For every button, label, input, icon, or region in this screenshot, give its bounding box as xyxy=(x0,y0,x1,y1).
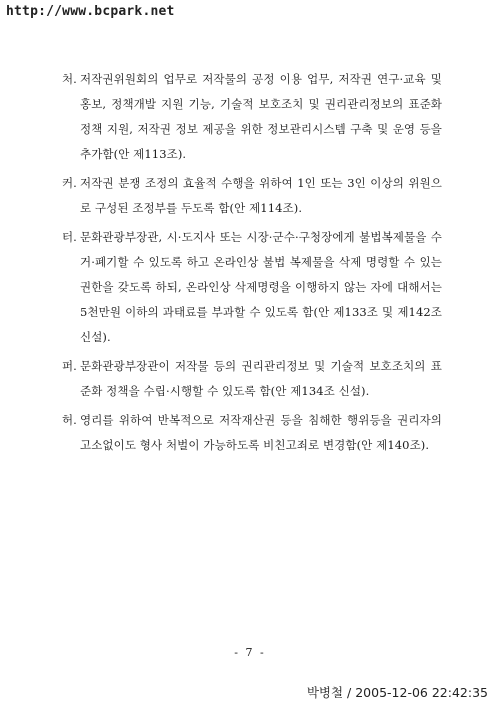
item-text: 저작권위원회의 업무로 저작물의 공정 이용 업무, 저작권 연구·교육 및 홍보, 정책개발 지원 기능, 기술적 보호조치 및 권리관리정보의 표준화 정책 지원, 저작권 정보 제공을 위한 정보관리시스템 구축 및 운영 등을 추가함(안 제113조). xyxy=(80,72,442,161)
list-item xyxy=(62,354,442,404)
item-marker: 퍼. xyxy=(62,359,77,373)
item-text: 저작권 분쟁 조정의 효율적 수행을 위하여 1인 또는 3인 이상의 위원으로 구성된 조정부를 두도록 함(안 제114조). xyxy=(80,176,442,215)
item-text: 문화관광부장관이 저작물 등의 권리관리정보 및 기술적 보호조치의 표준화 정책을 수립·시행할 수 있도록 함(안 제134조 신설). xyxy=(80,359,442,398)
item-marker: 커. xyxy=(62,176,77,190)
item-marker: 처. xyxy=(62,72,77,86)
item-marker: 터. xyxy=(62,230,77,244)
site-watermark: http://www.bcpark.net xyxy=(6,4,175,19)
list-item xyxy=(62,408,442,458)
list-item xyxy=(62,225,442,350)
item-marker: 허. xyxy=(62,413,77,427)
list-item xyxy=(62,67,442,167)
item-text: 문화관광부장관, 시·도지사 또는 시장·군수·구청장에게 불법복제물을 수거·폐기할 수 있도록 하고 온라인상 불법 복제물을 삭제 명령할 수 있는 권한을 갖도록 하되, 온라인상 삭제명령을 이행하지 않는 자에 대해서는 5천만원 이하의 과태료를 부과할 수 있도록 함(안 제133조 및 제142조 신설). xyxy=(80,230,442,344)
page-number: - 7 - xyxy=(234,646,266,659)
item-text: 영리를 위하여 반복적으로 저작재산권 등을 침해한 행위등을 권리자의 고소없이도 형사 처벌이 가능하도록 비친고죄로 변경함(안 제140조). xyxy=(80,413,442,452)
list-item xyxy=(62,171,442,221)
footer-stamp: 박병철 / 2005-12-06 22:42:35 xyxy=(306,685,488,700)
document-body xyxy=(62,67,442,462)
